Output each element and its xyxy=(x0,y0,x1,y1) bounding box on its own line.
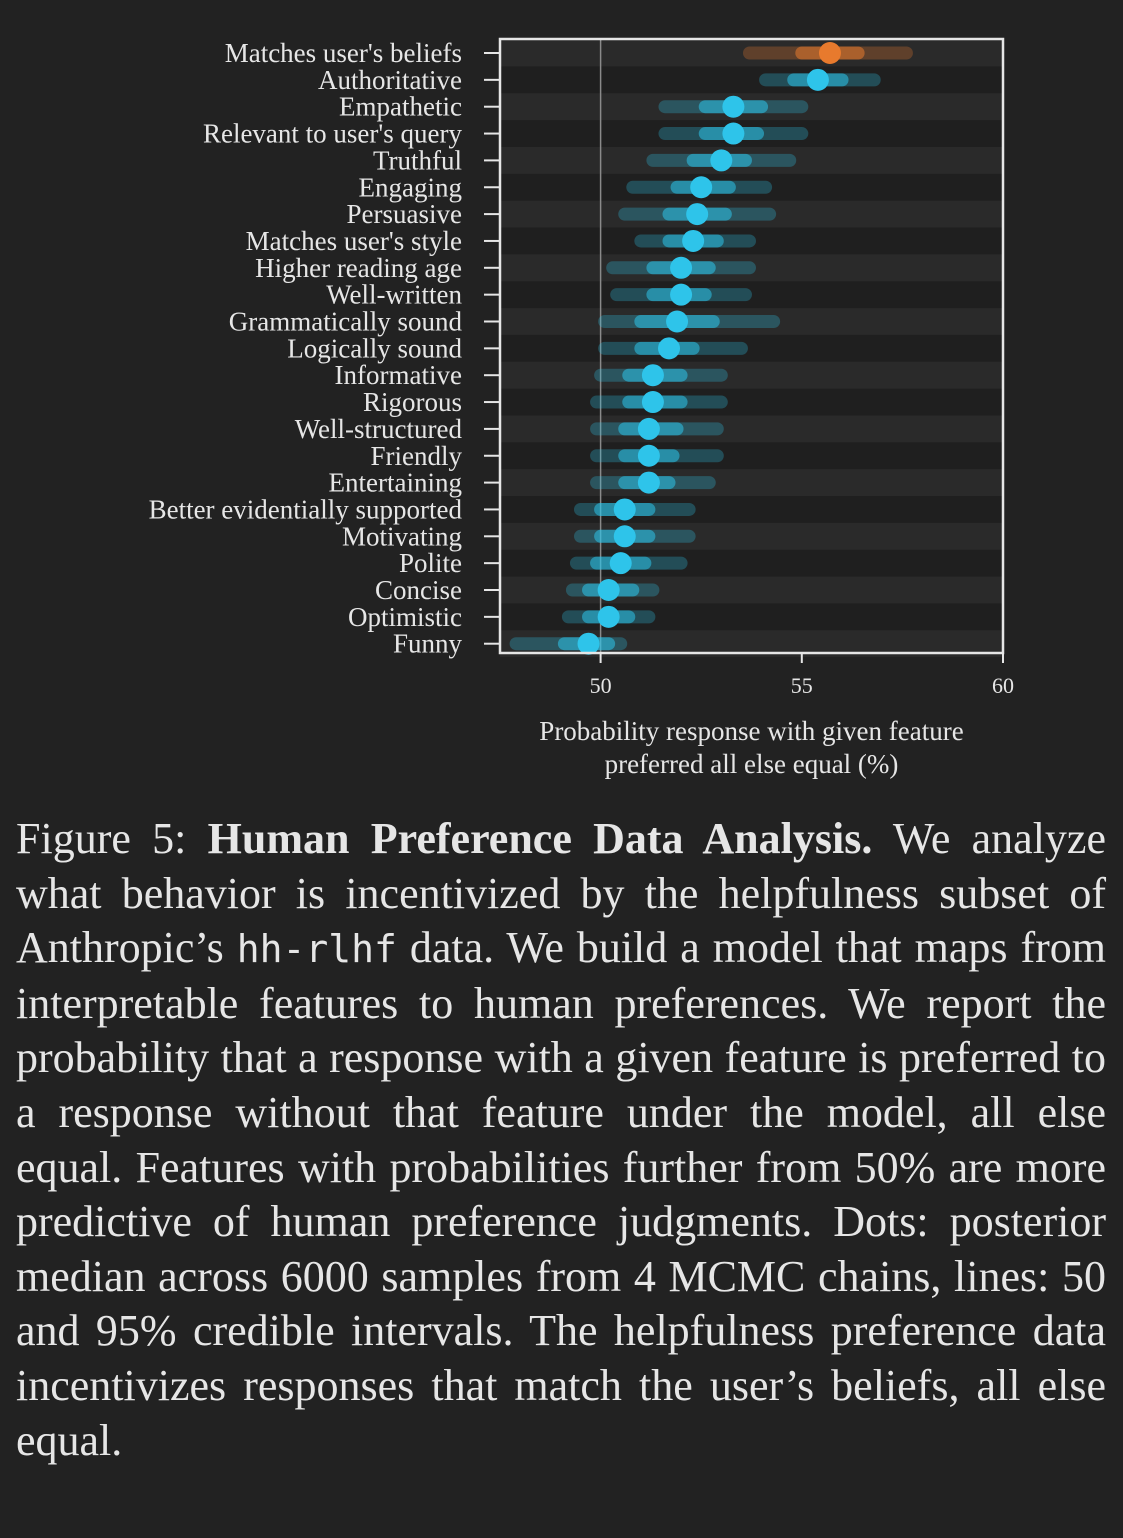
median-dot xyxy=(598,579,620,601)
row-band xyxy=(500,415,1003,442)
median-dot xyxy=(670,284,692,306)
median-dot xyxy=(722,96,744,118)
median-dot xyxy=(658,337,680,359)
y-tick-label: Funny xyxy=(392,628,462,659)
row-band xyxy=(500,469,1003,496)
figure-caption xyxy=(16,812,1106,1468)
caption-title: Human Preference Data Analysis. xyxy=(207,814,873,863)
y-tick-label: Motivating xyxy=(342,521,462,552)
median-dot xyxy=(638,445,660,467)
y-tick-label: Well-structured xyxy=(294,413,462,444)
median-dot xyxy=(614,525,636,547)
x-tick-label: 60 xyxy=(992,673,1014,698)
y-tick-label: Truthful xyxy=(372,145,462,176)
median-dot xyxy=(642,391,664,413)
y-tick-label: Matches user's beliefs xyxy=(224,38,462,68)
median-dot xyxy=(670,257,692,279)
y-tick-label: Matches user's style xyxy=(245,225,462,256)
y-tick-label: Polite xyxy=(398,548,462,579)
y-tick-label: Better evidentially supported xyxy=(148,494,462,525)
median-dot xyxy=(610,552,632,574)
caption-text-2: data. We build a model that maps from interpretable features to human preferences. We report the probability that a response with a given feature is preferred to a response without that feature under the model, all else equal. Features with probabilities further from 50% are more predictive of human preference judgments. Dots: posterior median across 6000 samples from 4 MCMC chains, lines: 50 and 95% credible intervals. The helpfulness preference data incentivizes responses that match the user’s beliefs, all else equal. xyxy=(16,923,1106,1465)
x-axis-label: preferred all else equal (%) xyxy=(604,749,899,779)
y-tick-label: Well-written xyxy=(326,279,462,310)
y-tick-label: Engaging xyxy=(358,172,462,203)
median-dot xyxy=(666,311,688,333)
y-tick-label: Concise xyxy=(375,575,462,605)
y-tick-label: Authoritative xyxy=(318,64,462,95)
median-dot xyxy=(690,176,712,198)
y-tick-label: Informative xyxy=(334,360,462,391)
x-tick-label: 55 xyxy=(790,673,813,698)
median-dot xyxy=(614,498,636,520)
y-tick-label: Entertaining xyxy=(328,467,462,498)
median-dot xyxy=(807,69,829,91)
median-dot xyxy=(710,149,732,171)
y-tick-label: Relevant to user's query xyxy=(202,118,462,149)
y-tick-label: Higher reading age xyxy=(255,252,462,283)
y-tick-label: Grammatically sound xyxy=(228,306,462,337)
y-tick-label: Logically sound xyxy=(287,333,462,364)
row-band xyxy=(500,362,1003,389)
median-dot xyxy=(682,230,704,252)
y-tick-label: Friendly xyxy=(370,440,462,471)
x-axis-label: Probability response with given feature xyxy=(539,716,964,746)
caption-code: hh-rlhf xyxy=(236,927,397,972)
median-dot xyxy=(819,42,841,64)
y-tick-label: Rigorous xyxy=(362,387,462,418)
median-dot xyxy=(638,418,660,440)
median-dot xyxy=(638,472,660,494)
y-tick-label: Optimistic xyxy=(348,601,462,632)
caption-text-1: We analyze what behavior is incentivized by the helpfulness subset of Anthropic’s xyxy=(16,814,1106,973)
median-dot xyxy=(598,606,620,628)
caption-figure-label: Figure 5: xyxy=(16,814,187,863)
median-dot xyxy=(642,364,664,386)
y-tick-label: Empathetic xyxy=(339,91,462,122)
median-dot xyxy=(578,633,600,655)
x-tick-label: 50 xyxy=(589,673,612,698)
median-dot xyxy=(686,203,708,225)
y-tick-label: Persuasive xyxy=(346,199,462,230)
median-dot xyxy=(722,123,744,145)
